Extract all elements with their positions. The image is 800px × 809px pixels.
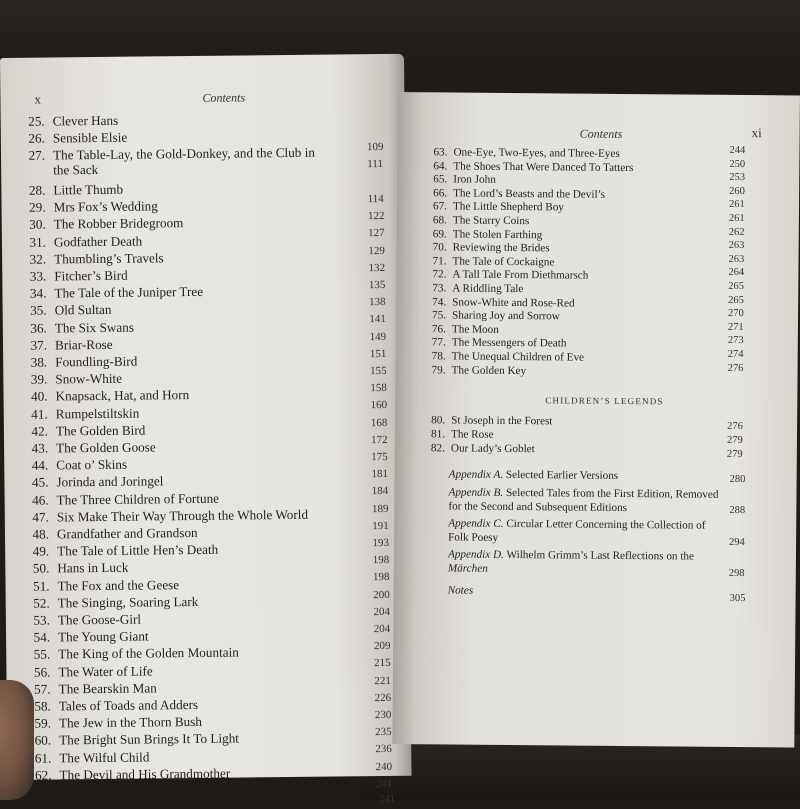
list-item: [425, 146, 619, 161]
list-item: [24, 629, 149, 645]
entry-page-number: 184: [371, 485, 389, 498]
entry-title: The Stolen Farthing: [452, 228, 543, 241]
entry-page-number: 172: [370, 433, 388, 446]
entry-page-number: 198: [372, 571, 390, 584]
notes-page-number: 305: [729, 592, 746, 605]
entry-title: The Lord’s Beasts and the Devil’s: [453, 187, 606, 201]
entry-number: 69.: [432, 227, 447, 241]
entry-title: The Golden Bird: [55, 422, 146, 439]
entry-title: The Singing, Soaring Lark: [57, 593, 199, 611]
appendix-label: Appendix A.: [448, 468, 504, 481]
entry-page-number: 270: [728, 308, 744, 320]
entry-page-number: 244: [729, 144, 746, 157]
entry-number: 53.: [33, 612, 50, 628]
entry-page-number: 204: [373, 605, 390, 618]
entry-number: 48.: [32, 526, 50, 542]
appendix-entry: [448, 486, 723, 515]
list-item: [20, 250, 164, 267]
list-item: [25, 749, 149, 765]
list-item: [22, 457, 127, 473]
entry-number: 71.: [432, 255, 447, 268]
appendix-label: Appendix C.: [448, 517, 504, 530]
entry-page-number: 122: [367, 210, 385, 223]
list-item: [424, 269, 588, 283]
entry-title: Foundling-Bird: [55, 353, 138, 370]
entry-number: 58.: [34, 698, 51, 714]
list-item: [424, 309, 560, 323]
appendix-text-italic: Märchen: [447, 561, 488, 575]
list-item: [19, 130, 128, 146]
entry-page-number: 200: [373, 588, 390, 601]
entry-page-number: 135: [368, 278, 386, 292]
entry-page-number: 160: [370, 399, 388, 412]
notes-label: Notes: [447, 584, 474, 597]
entry-title: Little Thumb: [53, 181, 124, 198]
entry-number: 82.: [430, 442, 445, 455]
entry-page-number: 265: [728, 294, 744, 306]
list-item: [23, 577, 179, 594]
entry-number: 37.: [30, 337, 48, 353]
entry-page-number: 111: [367, 158, 383, 171]
list-item: [20, 215, 184, 232]
list-item: [24, 611, 141, 627]
list-item: [19, 145, 318, 178]
entry-title: Thumbling’s Travels: [54, 249, 164, 267]
list-item: [21, 387, 189, 404]
appendix-entry: [448, 548, 723, 577]
entry-number: 55.: [33, 646, 51, 662]
entry-title: Jorinda and Joringel: [56, 473, 164, 490]
entry-title: Rumpelstiltskin: [55, 405, 140, 421]
entry-number: 34.: [29, 285, 47, 301]
entry-page-number: 265: [728, 280, 745, 293]
entry-title: The Bearskin Man: [58, 680, 157, 697]
right-page: [392, 92, 800, 747]
list-item: [424, 255, 554, 269]
entry-title: Hans in Luck: [57, 559, 129, 576]
entry-title: The Tale of Little Hen’s Death: [57, 541, 219, 559]
list-item: [23, 525, 198, 542]
entry-title: The Tale of the Juniper Tree: [54, 283, 204, 301]
entry-number: 43.: [31, 440, 49, 456]
list-item: [25, 714, 202, 731]
list-item: [425, 160, 633, 175]
entry-page-number: 221: [374, 674, 391, 687]
list-item: [23, 542, 218, 559]
entry-title: Reviewing the Brides: [452, 241, 550, 255]
entry-number: 51.: [32, 578, 50, 594]
entry-number: 61.: [34, 750, 52, 766]
entry-page-number: 263: [728, 253, 745, 265]
list-item: [425, 241, 550, 255]
entry-title: Iron John: [453, 173, 496, 187]
entry-number: 40.: [30, 388, 48, 404]
entry-title: One-Eye, Two-Eyes, and Three-Eyes: [453, 146, 620, 160]
entry-page-number: 109: [366, 141, 384, 154]
entry-title: Clever Hans: [52, 112, 119, 129]
list-item: [424, 323, 499, 337]
list-item: [20, 233, 142, 249]
entry-page-number: 273: [727, 335, 744, 347]
entry-page-number: 230: [374, 708, 392, 722]
entry-number: 72.: [432, 268, 447, 281]
appendix-page-number: 280: [729, 473, 746, 486]
entry-title: The Little Shepherd Boy: [452, 200, 564, 214]
entry-title: The King of the Golden Mountain: [58, 644, 239, 662]
appendix-page-number: 288: [729, 504, 746, 517]
entry-number: 68.: [432, 214, 447, 227]
entry-title: The Starry Coins: [452, 214, 530, 228]
list-item: [425, 201, 564, 215]
entry-title: The Three Children of Fortune: [56, 490, 220, 507]
extra-page-number: 241: [378, 792, 396, 805]
entry-number: 63.: [433, 146, 448, 159]
entry-title: The Unequal Children of Eve: [451, 350, 585, 364]
entry-title: Knapsack, Hat, and Horn: [55, 387, 190, 404]
entry-number: 76.: [431, 323, 446, 336]
entry-number: 52.: [33, 595, 50, 611]
appendix-text: Selected Earlier Versions: [505, 468, 619, 482]
entry-page-number: 240: [375, 760, 393, 773]
entry-title: The Robber Bridegroom: [53, 215, 184, 232]
list-item: [425, 187, 605, 202]
entry-number: 33.: [29, 268, 47, 284]
entry-number: 36.: [30, 320, 47, 336]
entry-number: 39.: [30, 371, 48, 387]
list-item: [20, 284, 203, 301]
entry-title: Sensible Elsie: [52, 129, 128, 146]
list-item: [424, 296, 575, 310]
list-item: [425, 228, 543, 242]
entry-number: 47.: [32, 509, 49, 525]
entry-title: The Shoes That Were Danced To Tatters: [453, 160, 634, 174]
entry-page-number: 279: [726, 448, 743, 461]
list-item: [23, 506, 308, 524]
entry-page-number: 138: [369, 296, 386, 309]
entry-title: Old Sultan: [54, 302, 112, 318]
list-item: [22, 405, 140, 421]
list-item: [423, 414, 552, 428]
appendix-label: Appendix B.: [448, 486, 504, 499]
entry-number: 38.: [30, 354, 48, 370]
left-folio: x: [34, 91, 42, 107]
appendix-entry: [449, 468, 724, 484]
entry-title: St Joseph in the Forest: [451, 414, 553, 428]
entry-number: 25.: [28, 113, 45, 129]
list-item: [19, 113, 119, 129]
entry-page-number: 151: [369, 347, 387, 360]
entry-page-number: 127: [368, 227, 385, 240]
entry-page-number: 191: [372, 519, 389, 532]
list-item: [23, 560, 128, 576]
entry-page-number: 236: [375, 743, 392, 756]
entry-number: 78.: [431, 350, 446, 363]
childrens-legends-heading: CHILDREN’S LEGENDS: [545, 395, 664, 407]
entry-number: 73.: [432, 282, 447, 295]
list-item: [21, 353, 137, 369]
entry-title: The Golden Goose: [56, 439, 156, 456]
entry-title: The Moon: [451, 323, 499, 336]
entry-number: 57.: [34, 681, 51, 697]
entry-number: 62.: [34, 767, 52, 783]
entry-page-number: 276: [727, 420, 743, 433]
list-item: [25, 731, 239, 748]
entry-number: 44.: [31, 457, 49, 473]
entry-title: Our Lady’s Goblet: [450, 442, 535, 456]
entry-title: The Table-Lay, the Gold-Donkey, and the Club in the Sack: [52, 145, 315, 178]
entry-title: Grandfather and Grandson: [56, 524, 198, 542]
entry-title: Briar-Rose: [54, 336, 113, 353]
entry-page-number: 261: [728, 212, 745, 225]
entry-number: 64.: [433, 159, 448, 173]
entry-number: 79.: [431, 363, 446, 377]
list-item: [24, 594, 199, 611]
entry-number: 54.: [33, 629, 51, 645]
entry-page-number: 253: [729, 172, 746, 184]
entry-page-number: 158: [370, 382, 387, 395]
entry-title: Snow-White: [55, 370, 123, 387]
entry-page-number: 235: [375, 726, 392, 739]
list-item: [19, 198, 157, 214]
appendix-page-number: 298: [728, 567, 745, 580]
entry-number: 35.: [30, 302, 47, 318]
entry-page-number: 141: [369, 313, 386, 326]
list-item: [20, 268, 128, 284]
entry-number: 75.: [432, 309, 447, 322]
entry-title: The Six Swans: [54, 319, 135, 335]
entry-number: 65.: [433, 173, 448, 186]
entry-title: Tales of Toads and Adders: [58, 696, 199, 714]
entry-title: The Messengers of Death: [451, 336, 567, 350]
entry-title: Mrs Fox’s Wedding: [53, 198, 158, 215]
list-item: [25, 765, 230, 782]
left-page: [0, 54, 412, 805]
list-item: [24, 645, 239, 662]
appendix-text: Circular Letter Concerning the Collection of Folk Poesy: [448, 517, 706, 544]
entry-number: 60.: [34, 732, 52, 748]
entry-page-number: 262: [728, 226, 745, 238]
entry-title: The Young Giant: [57, 628, 149, 645]
entry-page-number: 263: [728, 240, 745, 252]
entry-number: 45.: [31, 474, 49, 490]
right-folio: xi: [751, 125, 762, 141]
list-item: [21, 302, 112, 318]
entry-title: The Water of Life: [58, 662, 153, 679]
entry-page-number: 189: [371, 502, 389, 515]
list-item: [23, 490, 220, 507]
entry-page-number: 279: [726, 434, 743, 447]
entry-title: A Riddling Tale: [452, 282, 524, 296]
left-running-head: Contents: [202, 90, 246, 105]
entry-page-number: 250: [729, 158, 746, 170]
entry-title: Six Make Their Way Through the Whole World: [56, 506, 309, 525]
entry-page-number: 271: [727, 321, 744, 333]
list-item: [423, 428, 494, 442]
list-item: [424, 337, 567, 351]
list-item: [25, 680, 157, 696]
entry-title: Snow-White and Rose-Red: [452, 296, 575, 310]
entry-title: Sharing Joy and Sorrow: [451, 309, 560, 323]
entry-number: 77.: [431, 336, 446, 349]
entry-page-number: 114: [367, 192, 384, 206]
entry-number: 29.: [29, 199, 46, 215]
entry-page-number: 274: [727, 348, 744, 361]
entry-page-number: 181: [371, 468, 389, 481]
list-item: [425, 173, 496, 187]
entry-page-number: 198: [372, 554, 390, 567]
appendix-label: Appendix D.: [447, 548, 504, 561]
entry-title: The Jew in the Thorn Bush: [58, 714, 203, 731]
entry-title: The Goose-Girl: [57, 611, 142, 628]
entry-title: A Tall Tale From Diethmarsch: [452, 268, 589, 283]
entry-page-number: 175: [371, 450, 388, 464]
entry-title: Godfather Death: [53, 233, 143, 249]
entry-number: 81.: [430, 428, 446, 441]
entry-title: The Wilful Child: [59, 748, 150, 765]
appendix-text: Wilhelm Grimm’s Last Reflections on the: [506, 548, 695, 563]
entry-page-number: 209: [373, 640, 391, 653]
entry-number: 74.: [432, 295, 447, 309]
entry-page-number: 260: [729, 185, 745, 197]
entry-page-number: 193: [372, 536, 390, 550]
list-item: [22, 439, 156, 455]
entry-number: 56.: [33, 664, 51, 680]
entry-number: 70.: [432, 241, 447, 254]
entry-number: 50.: [32, 560, 50, 576]
entry-page-number: 129: [368, 244, 385, 257]
list-item: [21, 319, 134, 335]
entry-number: 66.: [433, 187, 448, 200]
entry-page-number: 168: [370, 416, 388, 429]
entry-page-number: 155: [370, 364, 387, 378]
appendix-text: Selected Tales from the First Edition, Removed for the Second and Subsequent Editions: [448, 486, 719, 514]
entry-page-number: 264: [728, 267, 745, 279]
list-item: [25, 697, 198, 714]
entry-number: 31.: [29, 234, 47, 250]
entry-page-number: 149: [369, 330, 387, 343]
entry-title: Coat o’ Skins: [56, 456, 128, 473]
list-item: [22, 474, 163, 490]
list-item: [424, 364, 527, 378]
entry-page-number: 132: [368, 261, 386, 274]
appendix-page-number: 294: [729, 536, 745, 549]
entry-number: 41.: [31, 406, 48, 422]
entry-page-number: 276: [727, 362, 744, 374]
entry-title: The Golden Key: [451, 364, 527, 377]
entry-number: 49.: [32, 543, 50, 559]
thumb: [0, 680, 34, 800]
entry-number: 28.: [28, 182, 46, 198]
list-item: [21, 371, 122, 387]
entry-number: 67.: [432, 200, 448, 213]
entry-number: 42.: [31, 423, 48, 439]
entry-page-number: 215: [374, 657, 391, 670]
list-item: [425, 214, 530, 228]
entry-number: 80.: [431, 414, 446, 427]
entry-number: 30.: [29, 216, 46, 232]
right-running-head: Contents: [579, 126, 623, 141]
list-item: [22, 422, 146, 438]
entry-title: The Tale of Cockaigne: [452, 255, 555, 269]
entry-title: The Devil and His Grandmother: [59, 765, 231, 783]
entry-page-number: 204: [373, 622, 391, 636]
entry-page-number: 261: [728, 199, 745, 211]
entry-title: Fitcher’s Bird: [54, 267, 128, 284]
entry-number: 46.: [32, 492, 49, 508]
entry-title: The Bright Sun Brings It To Light: [59, 730, 240, 748]
entry-number: 59.: [34, 715, 52, 731]
entry-page-number: 226: [374, 691, 392, 704]
list-item: [24, 663, 152, 679]
entry-number: 27.: [28, 147, 46, 164]
entry-number: 32.: [29, 251, 47, 267]
list-item: [21, 337, 113, 353]
list-item: [424, 350, 584, 364]
appendix-entry: [448, 517, 723, 546]
list-item: [19, 182, 123, 198]
entry-title: The Fox and the Geese: [57, 576, 180, 593]
list-item: [423, 442, 535, 456]
entry-number: 26.: [28, 130, 45, 146]
entry-title: The Rose: [450, 428, 494, 441]
list-item: [424, 282, 523, 296]
entry-page-number: 241: [375, 777, 393, 790]
